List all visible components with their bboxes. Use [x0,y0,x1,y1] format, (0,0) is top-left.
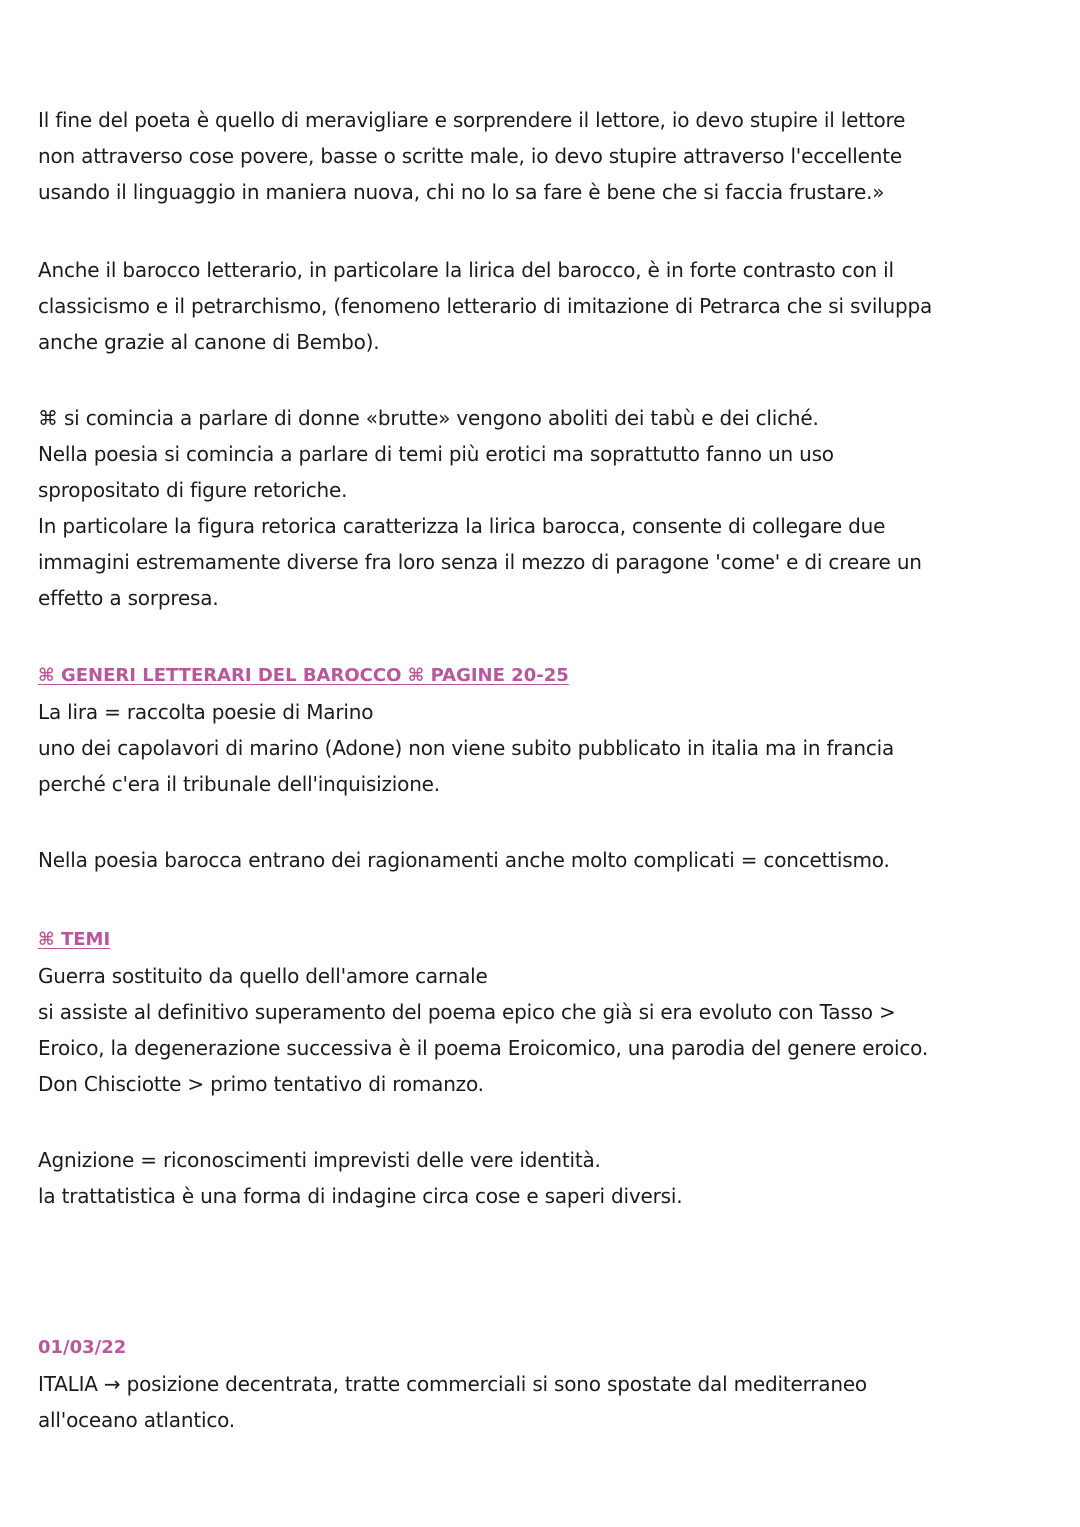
section-heading: ⌘ TEMI [38,929,111,950]
text-line: ⌘ si comincia a parlare di donne «brutte» vengono aboliti dei tabù e dei cliché. [38,406,819,430]
dated-entry [38,1330,1050,1438]
section-temi [38,922,1050,1102]
text-line: Don Chisciotte > primo tentativo di romanzo. [38,1072,484,1096]
text-line: si assiste al definitivo superamento del poema epico che già si era evoluto con Tasso > [38,1000,896,1024]
text-line: immagini estremamente diverse fra loro senza il mezzo di paragone 'come' e di creare un [38,550,922,574]
text-line: anche grazie al canone di Bembo). [38,330,380,354]
text-line: La lira = raccolta poesie di Marino [38,700,374,724]
text-line: spropositato di figure retoriche. [38,478,348,502]
text-line: perché c'era il tribunale dell'inquisizione. [38,772,440,796]
text-line: Agnizione = riconoscimenti imprevisti delle vere identità. [38,1148,601,1172]
text-line: ITALIA → posizione decentrata, tratte commerciali si sono spostate dal mediterraneo [38,1372,867,1396]
paragraph-poet-aim [38,102,1050,210]
text-line: Il fine del poeta è quello di meravigliare e sorprendere il lettore, io devo stupire il lettore [38,108,906,132]
text-line: non attraverso cose povere, basse o scritte male, io devo stupire attraverso l'eccellente [38,144,902,168]
text-line: all'oceano atlantico. [38,1408,235,1432]
paragraph-concettismo [38,842,1050,878]
text-line: uno dei capolavori di marino (Adone) non viene subito pubblicato in italia ma in francia [38,736,895,760]
text-line: Nella poesia barocca entrano dei ragionamenti anche molto complicati = concettismo. [38,848,890,872]
paragraph-baroque-contrast [38,252,1050,360]
paragraph-rhetoric [38,400,1050,616]
text-line: effetto a sorpresa. [38,586,219,610]
text-line: Eroico, la degenerazione successiva è il poema Eroicomico, una parodia del genere eroico. [38,1036,929,1060]
entry-date: 01/03/22 [38,1337,127,1358]
section-generi [38,658,1050,802]
text-line: la trattatistica è una forma di indagine circa cose e saperi diversi. [38,1184,683,1208]
text-line: usando il linguaggio in maniera nuova, chi no lo sa fare è bene che si faccia frustare.» [38,180,885,204]
text-line: In particolare la figura retorica caratterizza la lirica barocca, consente di collegare due [38,514,886,538]
text-line: Anche il barocco letterario, in particolare la lirica del barocco, è in forte contrasto con il [38,258,894,282]
text-line: classicismo e il petrarchismo, (fenomeno letterario di imitazione di Petrarca che si sviluppa [38,294,933,318]
text-line: Guerra sostituito da quello dell'amore carnale [38,964,488,988]
text-line: Nella poesia si comincia a parlare di temi più erotici ma soprattutto fanno un uso [38,442,834,466]
paragraph-agnizione [38,1142,1050,1214]
section-heading: ⌘ GENERI LETTERARI DEL BAROCCO ⌘ PAGINE 20-25 [38,665,569,686]
